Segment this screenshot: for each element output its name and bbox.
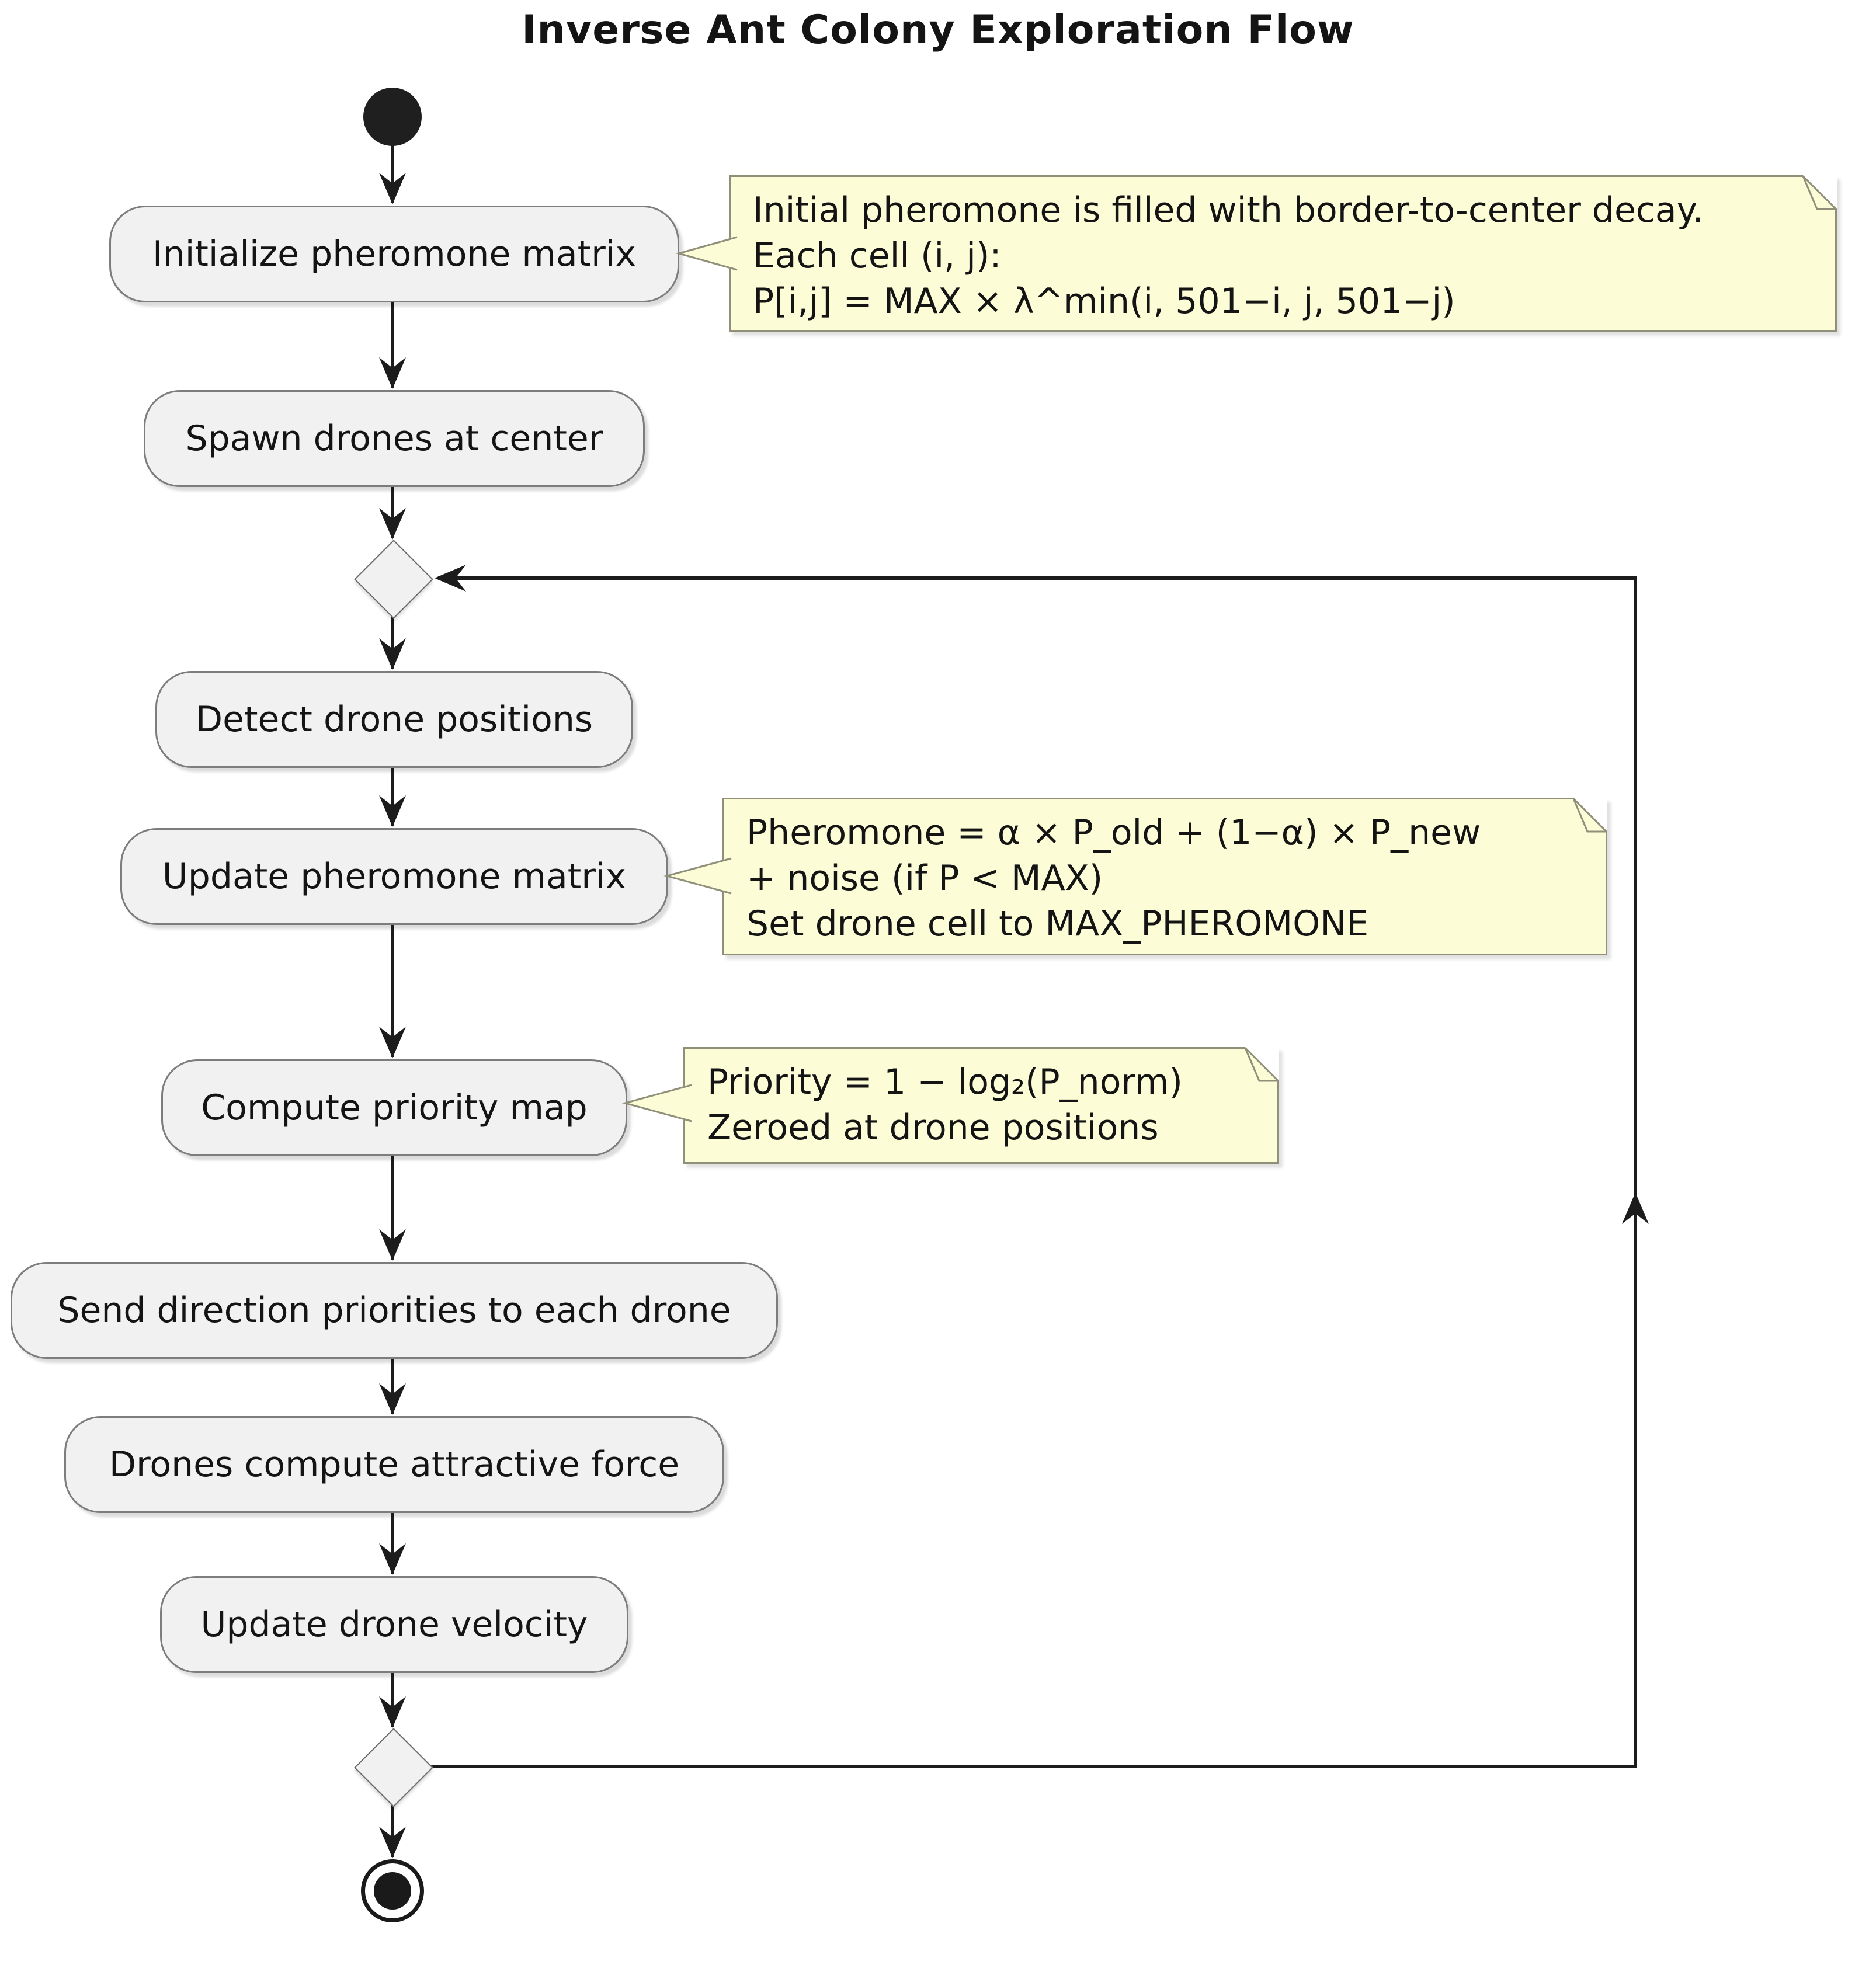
note-priority-formula bbox=[683, 1047, 1279, 1164]
note-initial-pheromone bbox=[729, 175, 1837, 332]
edge-decision-to-end bbox=[379, 1804, 406, 1858]
activity-label: Spawn drones at center bbox=[185, 418, 603, 459]
note-fold-icon bbox=[1799, 175, 1837, 213]
end-node-icon bbox=[361, 1859, 424, 1922]
activity-send-direction-priorities bbox=[11, 1262, 778, 1359]
activity-detect-drone-positions bbox=[155, 671, 633, 768]
activity-label: Initialize pheromone matrix bbox=[152, 234, 637, 274]
edge-detect-to-update bbox=[379, 764, 406, 827]
start-node-icon bbox=[363, 88, 422, 146]
note-pheromone-update-rule bbox=[722, 798, 1607, 955]
activity-initialize-pheromone-matrix bbox=[109, 206, 679, 302]
activity-label: Update drone velocity bbox=[200, 1604, 588, 1645]
activity-label: Compute priority map bbox=[201, 1087, 588, 1128]
activity-spawn-drones-at-center bbox=[144, 390, 645, 487]
edge-initialize-to-spawn bbox=[379, 299, 406, 389]
note-text-line: Each cell (i, j): bbox=[753, 235, 1002, 276]
activity-label: Update pheromone matrix bbox=[162, 856, 627, 897]
edge-spawn-to-merge bbox=[379, 484, 406, 540]
edge-update-to-priority bbox=[379, 921, 406, 1058]
note-text-line: Priority = 1 − log₂(P_norm) bbox=[707, 1062, 1183, 1103]
edge-velocity-to-decision bbox=[379, 1670, 406, 1728]
note-text-line: + noise (if P < MAX) bbox=[746, 858, 1103, 899]
activity-label: Detect drone positions bbox=[195, 699, 593, 740]
note-text-line: Initial pheromone is filled with border-to-center decay. bbox=[753, 190, 1704, 231]
activity-update-drone-velocity bbox=[160, 1576, 628, 1673]
note-fold-icon bbox=[1242, 1047, 1279, 1084]
edge-send-to-force bbox=[379, 1355, 406, 1415]
activity-label: Drones compute attractive force bbox=[109, 1444, 680, 1485]
note-text-line: P[i,j] = MAX × λ^min(i, 501−i, j, 501−j) bbox=[753, 281, 1455, 322]
edge-force-to-velocity bbox=[379, 1510, 406, 1575]
edge-priority-to-send bbox=[379, 1153, 406, 1261]
activity-drones-compute-attractive-force bbox=[64, 1416, 724, 1513]
activity-compute-priority-map bbox=[161, 1059, 627, 1156]
note-fold-icon bbox=[1570, 798, 1607, 835]
note-text-line: Set drone cell to MAX_PHEROMONE bbox=[746, 903, 1369, 944]
edge-start-to-initialize bbox=[379, 145, 406, 204]
note-text-line: Zeroed at drone positions bbox=[707, 1107, 1159, 1148]
end-node-dot bbox=[374, 1872, 411, 1910]
edge-merge-to-detect bbox=[379, 615, 406, 670]
activity-update-pheromone-matrix bbox=[120, 828, 668, 925]
activity-label: Send direction priorities to each drone bbox=[57, 1290, 731, 1331]
diagram-title: Inverse Ant Colony Exploration Flow bbox=[522, 7, 1354, 53]
note-text-line: Pheromone = α × P_old + (1−α) × P_new bbox=[746, 812, 1481, 853]
